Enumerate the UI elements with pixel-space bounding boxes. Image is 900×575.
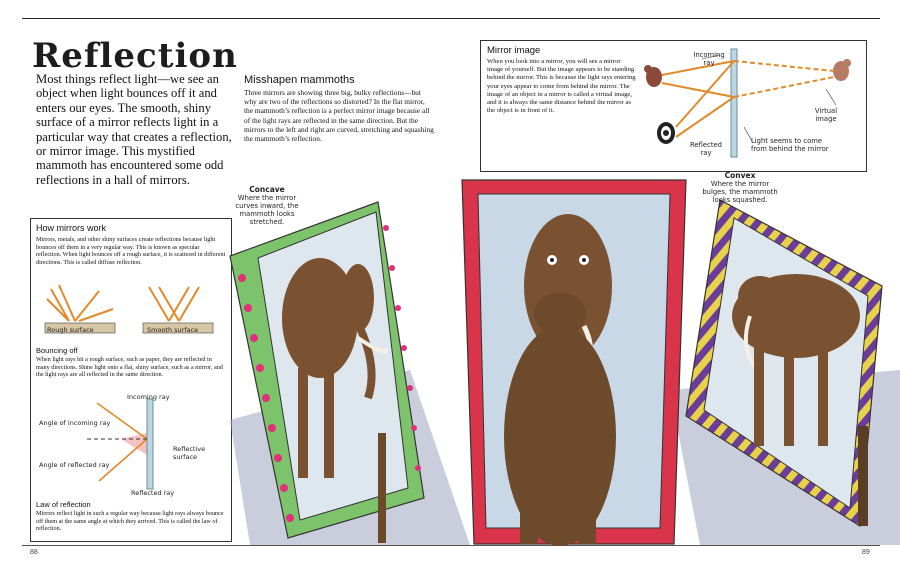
how-mirrors-work-box (30, 218, 232, 542)
mirror-image-heading: Mirror image (487, 45, 541, 56)
label-light-seems: Light seems to come from behind the mirror (751, 137, 829, 153)
bottom-rule (22, 545, 880, 546)
flat-mirror (460, 176, 688, 546)
convex-mirror (684, 196, 884, 531)
label-angle-incoming: Angle of incoming ray (39, 419, 111, 427)
concave-heading: Concave (249, 185, 285, 194)
label-reflective-surface: Reflective surface (173, 445, 206, 461)
label-virtual-image: Virtual image (814, 107, 838, 123)
how-mirrors-body: Mirrors, metals, and other shiny surfaces create reflections because light bounces off them in a very regular way. This is known as specular reflection. When light bounces off a rough surface, it is scattered in different directions. This is called diffuse reflection. (36, 236, 226, 266)
mirror-image-box (480, 40, 867, 172)
intro-text: Most things reflect light—we see an object when light bounces off it and enters our eyes. The smooth, shiny surface of a mirror reflects light in a particular way that creates a reflection, or mirror image. This mystified mammoth has encountered some odd reflections in a hall of mirrors. (36, 72, 232, 187)
misshapen-heading: Misshapen mammoths (244, 74, 355, 86)
concave-label (232, 186, 302, 226)
how-mirrors-heading: How mirrors work (36, 223, 107, 233)
concave-mirror (228, 198, 428, 543)
label-reflected-ray-law: Reflected ray (131, 489, 175, 497)
label-smooth-surface: Smooth surface (147, 326, 199, 334)
label-rough-surface: Rough surface (47, 326, 94, 334)
misshapen-section (244, 74, 434, 143)
convex-heading: Convex (724, 171, 756, 180)
page-number-right: 89 (862, 549, 870, 556)
page-title: Reflection (32, 36, 238, 76)
law-body: Mirrors reflect light in such a regular way because light rays always bounce off them at the same angle at which they arrived. This is called the law of reflection. (36, 510, 224, 533)
mirror-image-body: When you look into a mirror, you will see a mirror image of yourself. But the image appears to be standing behind the mirror. This is because the light rays entering your eyes appear to come from behind the mirror. The image of an object in a mirror is called a virtual image, and it is always the same distance behind the mirror as the object is in front of it. (487, 58, 636, 115)
label-incoming-ray: Incoming ray (693, 51, 725, 67)
convex-body: Where the mirror bulges, the mammoth looks squashed. (702, 180, 778, 204)
top-rule (22, 18, 880, 19)
bouncing-heading: Bouncing off (36, 346, 78, 355)
label-angle-reflected: Angle of reflected ray (39, 461, 110, 469)
bouncing-body: When light rays hit a rough surface, such as paper, they are reflected in many directions. Shine light onto a flat, shiny surface, such as a mirror, and the light rays are all reflected in the same direction. (36, 356, 223, 379)
misshapen-body: Three mirrors are showing three big, bulky reflections—but why are two of the reflections so distorted? In the flat mirror, the mammoth’s reflection is a perfect mirror image because all of the light rays are reflected in the same direction. But the mirrors to the left and right are curved, stretching and squashing the mammoth’s reflection. (244, 88, 434, 144)
concave-body: Where the mirror curves inward, the mammoth looks stretched. (235, 194, 299, 226)
page-number-left: 88 (30, 549, 38, 556)
label-reflected-ray: Reflected ray (690, 141, 722, 157)
label-incoming-ray-law: Incoming ray (127, 393, 170, 401)
convex-label (700, 172, 780, 204)
law-heading: Law of reflection (36, 500, 91, 509)
